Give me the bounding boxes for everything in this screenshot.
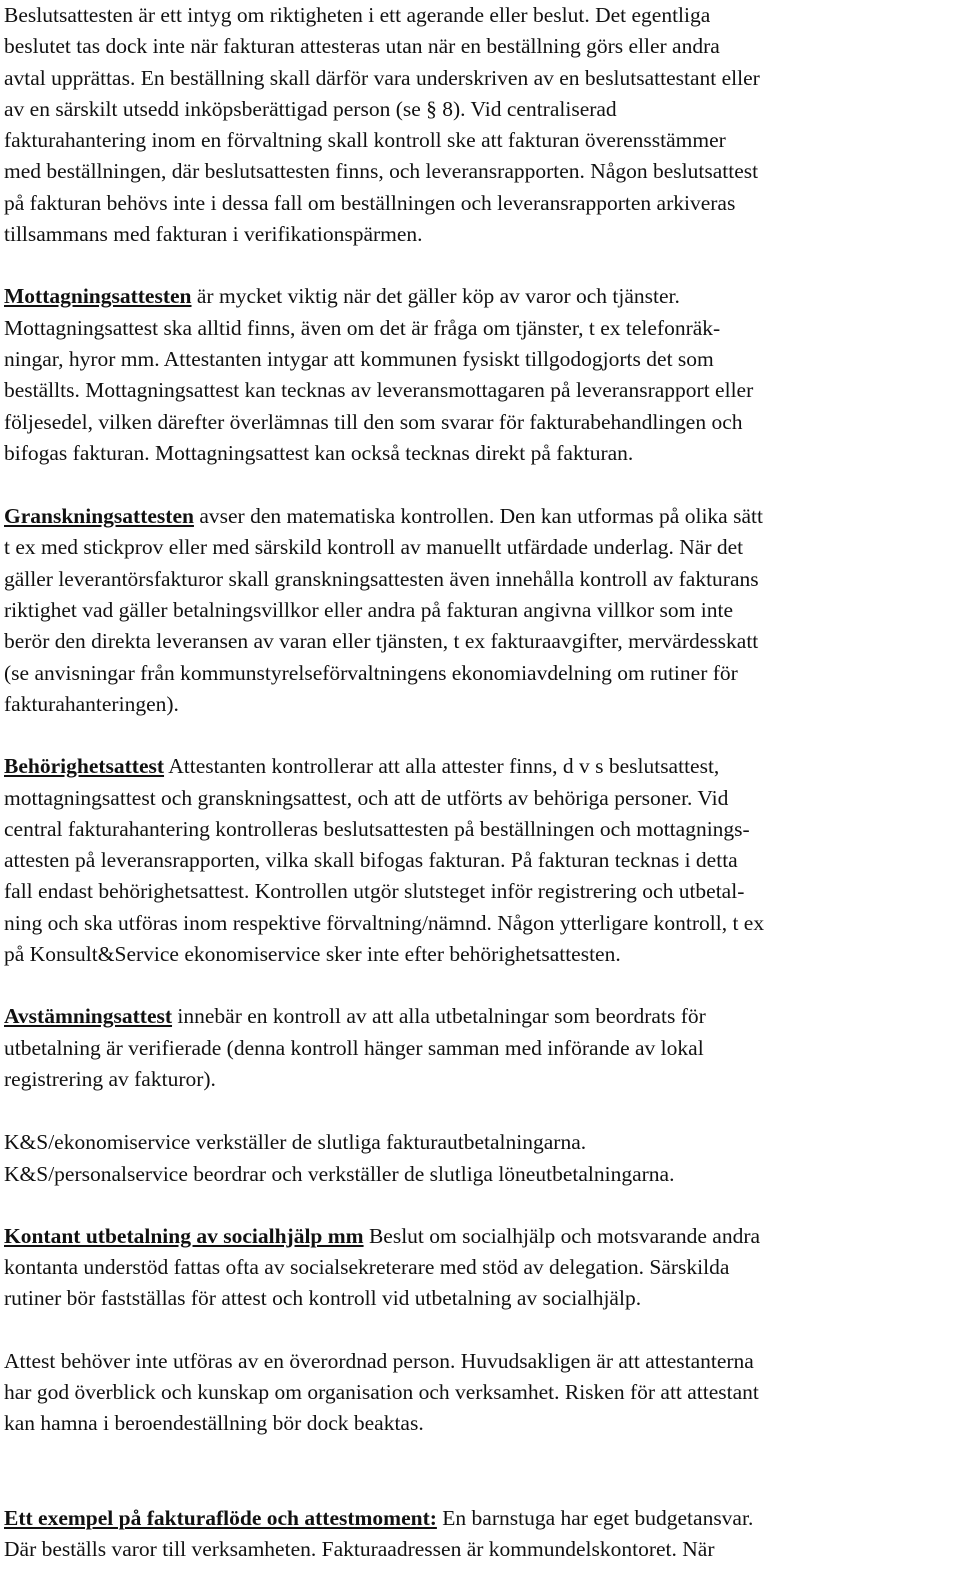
text-line: fall endast behörighetsattest. Kontrollen utgör slutsteget inför registrering och utbetal- [4,879,745,904]
text-line: riktighet vad gäller betalningsvillkor eller andra på fakturan angivna villkor som inte [4,598,733,623]
text-line: gäller leverantörsfakturor skall granskningsattesten även innehålla kontroll av fakturans [4,566,759,591]
text-line: ning och ska utföras inom respektive förvaltning/nämnd. Någon ytterligare kontroll, t ex [4,910,765,935]
text-line: beställts. Mottagningsattest kan tecknas av leveransmottagaren på leveransrapport eller [4,378,754,403]
paragraph-beslutsattest [4,0,958,250]
text-line: t ex med stickprov eller med särskild kontroll av manuellt utfärdade underlag. När det [4,535,744,560]
paragraph-service [4,1127,958,1190]
text-line: med beställningen, där beslutsattesten finns, och leveransrapporten. Någon beslutsattest [4,159,759,184]
text-line: registrering av fakturor). [4,1066,216,1091]
text-line: rutiner bör fastställas för attest och kontroll vid utbetalning av socialhjälp. [4,1286,642,1311]
text-line: Beslutsattesten är ett intyg om riktigheten i ett agerande eller beslut. Det egentliga [4,3,711,27]
text-line [4,281,958,312]
text-line: kontanta understöd fattas ofta av socialsekreterare med stöd av delegation. Särskilda [4,1255,730,1280]
text-line [4,1221,958,1252]
paragraph-fakturaflode [4,1503,958,1566]
text-line: har god överblick och kunskap om organisation och verksamhet. Risken för att attestant [4,1379,759,1404]
paragraph-mottagningsattest [4,281,958,469]
text-line: på fakturan behövs inte i dessa fall om beställningen och leveransrapporten arkiveras [4,190,736,215]
text-run: En barnstuga har eget budgetansvar. [436,1505,754,1530]
text-line: Attest behöver inte utföras av en överordnad person. Huvudsakligen är att attestanterna [4,1348,754,1373]
text-line: K&S/ekonomiservice verkställer de slutliga fakturautbetalningarna. [4,1130,587,1155]
paragraph-attest-overordnad [4,1346,958,1440]
paragraph-kontant-utbetalning [4,1221,958,1315]
text-line: fakturahantering inom en förvaltning skall kontroll ske att fakturan överensstämmer [4,128,726,153]
text-line: mottagningsattest och granskningsattest, och att de utförts av behöriga personer. Vid [4,785,729,810]
text-run: innebär en kontroll av att alla utbetalningar som beordrats för [172,1004,706,1029]
text-line: Där beställs varor till verksamheten. Fakturaadressen är kommundelskontoret. När [4,1536,715,1561]
section-heading-granskningsattesten: Granskningsattesten [4,504,194,529]
text-run: är mycket viktig när det gäller köp av varor och tjänster. [191,284,680,309]
text-line: ningar, hyror mm. Attestanten intygar att kommunen fysiskt tillgodogjorts det som [4,346,714,371]
text-line: utbetalning är verifierade (denna kontroll hänger samman med införande av lokal [4,1035,704,1060]
text-line: berör den direkta leveransen av varan eller tjänsten, t ex fakturaavgifter, mervärdesskatt [4,629,759,654]
text-line [4,1503,958,1534]
paragraph-avstamningsattest [4,1001,958,1095]
document-page [4,0,958,1565]
section-heading-mottagningsattesten: Mottagningsattesten [4,284,192,309]
text-line: (se anvisningar från kommunstyrelseförvaltningens ekonomiavdelning om rutiner för [4,660,738,685]
paragraph-granskningsattest [4,501,958,720]
text-line: av en särskilt utsedd inköpsberättigad person (se § 8). Vid centraliserad [4,96,617,121]
text-line: central fakturahantering kontrolleras beslutsattesten på beställningen och mottagnings- [4,816,750,841]
text-run: Attestanten kontrollerar att alla attester finns, d v s beslutsattest, [164,754,720,779]
text-line [4,501,958,532]
section-heading-behorighetsattest: Behörighetsattest [4,754,165,779]
text-line: Mottagningsattest ska alltid finns, även om det är fråga om tjänster, t ex telefonräk- [4,315,721,340]
section-heading-fakturaflode: Ett exempel på fakturaflöde och attestmoment: [4,1505,437,1530]
section-heading-kontant-utbetalning: Kontant utbetalning av socialhjälp mm [4,1223,364,1248]
text-line: på Konsult&Service ekonomiservice sker inte efter behörighetsattesten. [4,942,621,967]
text-line: tillsammans med fakturan i verifikationspärmen. [4,222,423,247]
text-line: kan hamna i beroendeställning bör dock beaktas. [4,1411,424,1436]
text-line: attesten på leveransrapporten, vilka skall bifogas fakturan. På fakturan tecknas i detta [4,848,738,873]
text-line: beslutet tas dock inte när fakturan attesteras utan när en beställning görs eller andra [4,34,720,59]
text-line [4,1001,958,1032]
text-run: Beslut om socialhjälp och motsvarande andra [363,1223,761,1248]
text-run: avser den matematiska kontrollen. Den kan utformas på olika sätt [193,504,763,529]
paragraph-behorighetsattest [4,751,958,970]
text-line: bifogas fakturan. Mottagningsattest kan också tecknas direkt på fakturan. [4,440,634,465]
text-line [4,751,958,782]
text-line: avtal upprättas. En beställning skall därför vara underskriven av en beslutsattestant eller [4,65,760,90]
section-heading-avstamningsattest: Avstämningsattest [4,1004,173,1029]
text-line: följesedel, vilken därefter överlämnas till den som svarar för fakturabehandlingen och [4,409,743,434]
text-line: fakturahanteringen). [4,691,179,716]
text-line: K&S/personalservice beordrar och verkställer de slutliga löneutbetalningarna. [4,1161,675,1186]
